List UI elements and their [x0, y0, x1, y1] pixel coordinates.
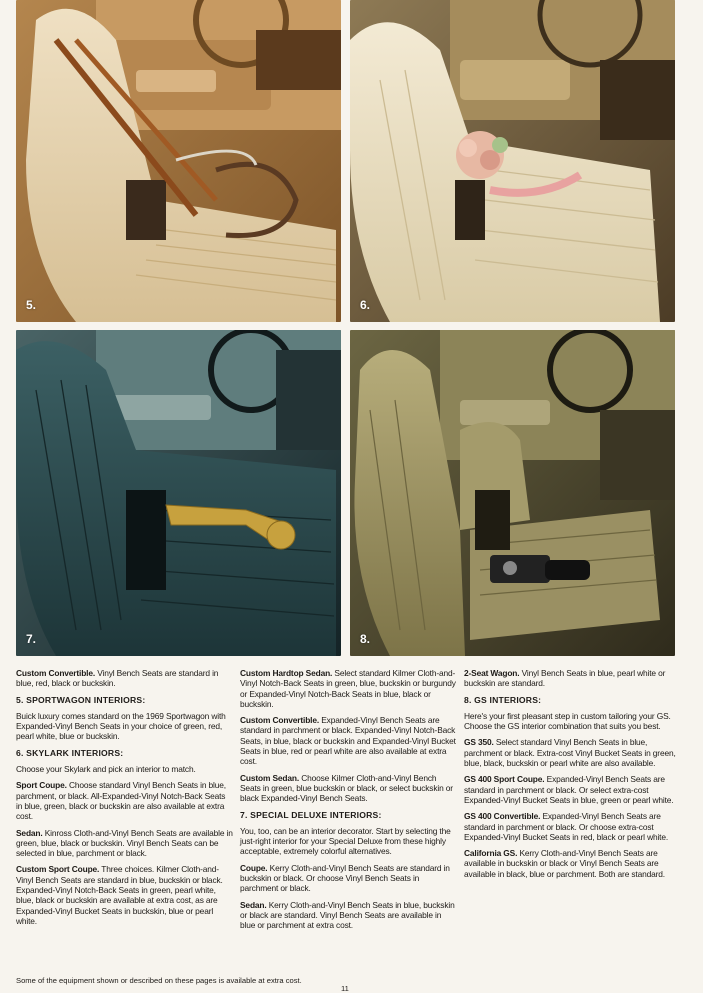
page-number: 11: [341, 984, 349, 993]
paragraph: [16, 780, 233, 821]
photo-number: 8.: [360, 632, 371, 646]
paragraph-lead: California GS.: [464, 848, 518, 859]
text-column-3: [464, 668, 680, 885]
paragraph-lead: GS 400 Sport Coupe.: [464, 774, 545, 785]
photo-number: 7.: [26, 632, 37, 646]
section-heading-skylark: 6. SKYLARK INTERIORS:: [16, 747, 124, 758]
paragraph-lead: Custom Sedan.: [240, 772, 300, 783]
paragraph-lead: 2-Seat Wagon.: [464, 668, 520, 678]
paragraph-body: Kinross Cloth-and-Vinyl Bench Seats are available in green, blue, black or buckskin. Vinyl Bench Seats can be selected in blue, parchment or black.: [16, 827, 233, 859]
paragraph-lead: Custom Convertible.: [240, 715, 320, 726]
paragraph-lead: GS 400 Convertible.: [464, 811, 541, 822]
paragraph-body: Kerry Cloth-and-Vinyl Bench Seats are available in buckskin or black or Vinyl Bench Seats are available in black, blue or parchment. Both are standard.: [464, 848, 665, 879]
paragraph: Here's your first pleasant step in custom tailoring your GS. Choose the GS interior combination that suits you best.: [464, 710, 671, 732]
paragraph: [16, 864, 233, 926]
paragraph: [464, 668, 680, 689]
photo-number: 6.: [360, 298, 371, 312]
paragraph-lead: Custom Hardtop Sedan.: [240, 668, 333, 678]
paragraph: [240, 900, 457, 931]
photo-skylark-interior: [16, 330, 341, 656]
footer-note: Some of the equipment shown or described on these pages is available at extra cost.: [16, 976, 302, 985]
paragraph: [240, 863, 457, 894]
photo-gs-interior: [350, 330, 675, 656]
paragraph-body: Choose Kilmer Cloth-and-Vinyl Bench Seats in green, blue buckskin or black, or select buckskin or black Expanded-Vinyl Bench Seats.: [240, 772, 453, 804]
paragraph: [16, 828, 233, 859]
paragraph: [464, 737, 680, 768]
paragraph-body: Three choices. Kilmer Cloth-and-Vinyl Bench Seats are standard in blue, buckskin or black. Expanded-Vinyl Notch-Back Seats in green, pearl white, blue, black or buckskin are available at extra cost, as are Expanded-Vinyl Bucket Seats in buckskin, blue or pearl white.: [16, 864, 223, 926]
photo-5-illustration: [16, 0, 341, 322]
paragraph-body: Expanded-Vinyl Bench Seats are standard in parchment or black. Expanded-Vinyl Notch-Back Seats, in blue, black or buckskin and Expanded-Vinyl Bucket Seats in blue, red or pearl white are also available at extra cost.: [240, 715, 456, 767]
paragraph: [240, 668, 457, 709]
paragraph: [240, 773, 457, 804]
section-heading-gs: 8. GS INTERIORS:: [464, 694, 542, 705]
paragraph-lead: Custom Convertible.: [16, 668, 96, 678]
paragraph-lead: Coupe.: [240, 862, 268, 873]
paragraph-body: Expanded-Vinyl Bench Seats are standard in parchment or black. Or choose extra-cost Expanded-Vinyl Bucket Seats in red, black or pearl white.: [464, 811, 669, 842]
photo-6-illustration: [350, 0, 675, 322]
paragraph-lead: Sedan.: [16, 827, 43, 838]
section-heading-special-deluxe: 7. SPECIAL DELUXE INTERIORS:: [240, 809, 382, 820]
photo-7-illustration: [16, 330, 341, 656]
photo-number: 5.: [26, 298, 37, 312]
paragraph-lead: Sedan.: [240, 899, 267, 910]
paragraph: [240, 715, 457, 766]
paragraph: Choose your Skylark and pick an interior to match.: [16, 764, 196, 775]
paragraph-body: Choose standard Vinyl Bench Seats in blue, parchment, or black. All-Expanded-Vinyl Notch-Back Seats in blue, green, black or buckskin are also available at extra cost.: [16, 780, 226, 822]
photo-8-illustration: [350, 330, 675, 656]
paragraph: [16, 668, 233, 689]
paragraph: Buick luxury comes standard on the 1969 Sportwagon with Expanded-Vinyl Bench Seats in your choice of green, red, pearl white, blue or buckskin.: [16, 710, 226, 742]
paragraph: [464, 811, 680, 842]
section-heading-sportwagon: 5. SPORTWAGON INTERIORS:: [16, 694, 146, 705]
paragraph-lead: Sport Coupe.: [16, 780, 67, 791]
paragraph-lead: Custom Sport Coupe.: [16, 864, 100, 875]
photo-custom-convertible-interior: [16, 0, 341, 322]
paragraph-body: Kerry Cloth-and-Vinyl Bench Seats are standard in buckskin or black. Or choose Vinyl Bench Seats in parchment or black.: [240, 862, 450, 894]
text-column-1: [16, 668, 233, 932]
paragraph: [464, 774, 680, 805]
paragraph-body: Vinyl Bench Seats are standard in blue, red, black or buckskin.: [16, 668, 219, 689]
paragraph: You, too, can be an interior decorator. Start by selecting the just-right interior for your Special Deluxe from these highly acceptable, extremely colorful alternatives.: [240, 825, 451, 857]
paragraph-body: Expanded-Vinyl Bench Seats are standard in parchment or black. Or select extra-cost Expanded-Vinyl Bucket Seats in blue, green or pearl white.: [464, 774, 674, 805]
paragraph-body: Select standard Vinyl Bench Seats in blue, parchment or black. Extra-cost Vinyl Bucket Seats in green, blue, black, buckskin or pearl white are also available.: [464, 737, 676, 769]
paragraph: [464, 848, 680, 879]
paragraph-body: Kerry Cloth-and-Vinyl Bench Seats in blue, buckskin or black are standard. Vinyl Bench Seats are available in blue or parchment at extra cost.: [240, 899, 455, 931]
paragraph-lead: GS 350.: [464, 737, 494, 748]
photo-sportwagon-interior: [350, 0, 675, 322]
paragraph-body: Select standard Kilmer Cloth-and-Vinyl Notch-Back Seats in green, blue, buckskin or burgundy or Expanded-Vinyl Notch-Back Seats in blue, black or buckskin.: [240, 668, 456, 709]
text-column-2: [240, 668, 457, 937]
paragraph-body: Vinyl Bench Seats in blue, pearl white or buckskin are standard.: [464, 668, 666, 689]
